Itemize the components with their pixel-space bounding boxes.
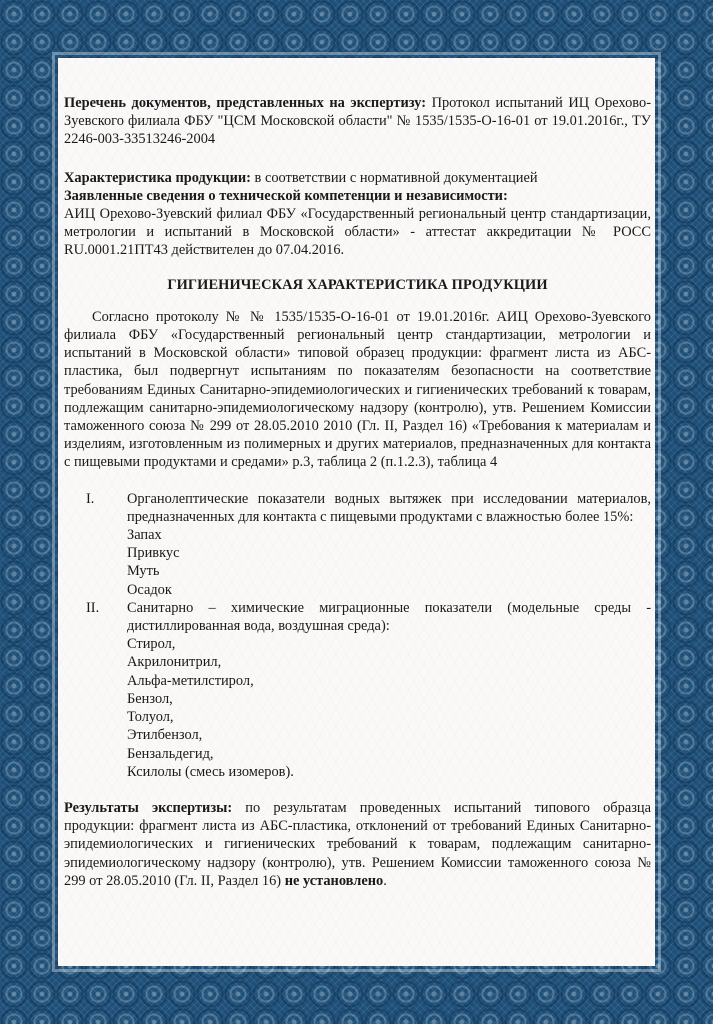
- sub-item: Толуол,: [127, 709, 174, 726]
- docs-paragraph: [64, 94, 651, 149]
- list-item-text: Санитарно – химические миграционные показатели (модельные среды - дистиллированная вода, воздушная среда):: [127, 599, 651, 635]
- sub-item: Запах: [127, 527, 162, 544]
- competence-text: АИЦ Орехово-Зуевский филиал ФБУ «Государственный региональный центр стандартизации, метрологии и испытаний в Московской области» - аттестат аккредитации № РОСС RU.0001.21ПТ43 действителен до 07.04.2016.: [64, 206, 651, 259]
- sub-item: Привкус: [127, 545, 180, 562]
- sub-item: Бензальдегид,: [127, 745, 214, 762]
- sub-item: Бензол,: [127, 690, 173, 707]
- document-sheet: [58, 58, 655, 966]
- results-end: .: [383, 872, 387, 889]
- results-text: по результатам проведенных испытаний типового образца продукции: фрагмент листа из АБС-пластика, отклонений от требований Единых Санитарно-эпидемиологических и гигиенических требований к товарам, подлежащим санитарно-эпидемиологическому надзору (контролю), утв. Решением Комиссии таможенного союза № 299 от 28.05.2010 (Гл. II, Раздел 16): [64, 799, 651, 889]
- characteristic-paragraph: [64, 169, 651, 187]
- list-number: I.: [86, 490, 95, 507]
- docs-text: Протокол испытаний ИЦ Орехово-Зуевского филиала ФБУ "ЦСМ Московской области" № 1535/1535-О-16-01 от 19.01.2016г., ТУ 2246-003-33513246-2004: [64, 95, 651, 148]
- list-item: [64, 599, 651, 781]
- results-paragraph: [64, 799, 651, 890]
- list-number: II.: [86, 599, 100, 616]
- sub-item: Осадок: [127, 581, 172, 598]
- competence-label: Заявленные сведения о технической компетенции и независимости:: [64, 187, 508, 204]
- sub-item: Альфа-метилстирол,: [127, 672, 254, 689]
- sub-item: Муть: [127, 563, 160, 580]
- sub-item: Стирол,: [127, 636, 176, 653]
- sub-item: Этилбензол,: [127, 727, 203, 744]
- results-verdict: не установлено: [284, 872, 384, 889]
- indicator-list: [64, 490, 651, 781]
- docs-label: Перечень документов, представленных на экспертизу:: [64, 95, 427, 111]
- section-title: ГИГИЕНИЧЕСКАЯ ХАРАКТЕРИСТИКА ПРОДУКЦИИ: [167, 276, 548, 293]
- list-item: [64, 490, 651, 599]
- results-label: Результаты экспертизы:: [64, 799, 233, 816]
- list-item-text: Органолептические показатели водных вытяжек при исследовании материалов, предназначенных для контакта с пищевыми продуктами с влажностью более 15%:: [127, 490, 651, 525]
- sub-item: Ксилолы (смесь изомеров).: [127, 763, 294, 780]
- main-paragraph: Согласно протоколу № № 1535/1535-О-16-01 от 19.01.2016г. АИЦ Орехово-Зуевского филиала ФБУ «Государственный региональный центр стандартизации, метрологии и испытаний в Московской области» типовой образец продукции: фрагмент листа из АБС-пластика, был подвергнут испытаниям по показателям безопасности на соответствие требованиям Единых Санитарно-эпидемиологических и гигиенических требований к товарам, подлежащим санитарно-эпидемиологическому надзору (контролю), утв. Решением Комиссии таможенного союза № 299 от 28.05.2010 2010 (Гл. II, Раздел 16) «Требования к материалам и изделиям, изготовленным из полимерных и других материалов, предназначенных для контакта с пищевыми продуктами и средами» р.3, таблица 2 (п.1.2.3), таблица 4: [64, 308, 651, 471]
- characteristic-label: Характеристика продукции:: [64, 169, 251, 186]
- sub-item: Акрилонитрил,: [127, 654, 222, 671]
- characteristic-text: в соответствии с нормативной документацией: [250, 169, 538, 186]
